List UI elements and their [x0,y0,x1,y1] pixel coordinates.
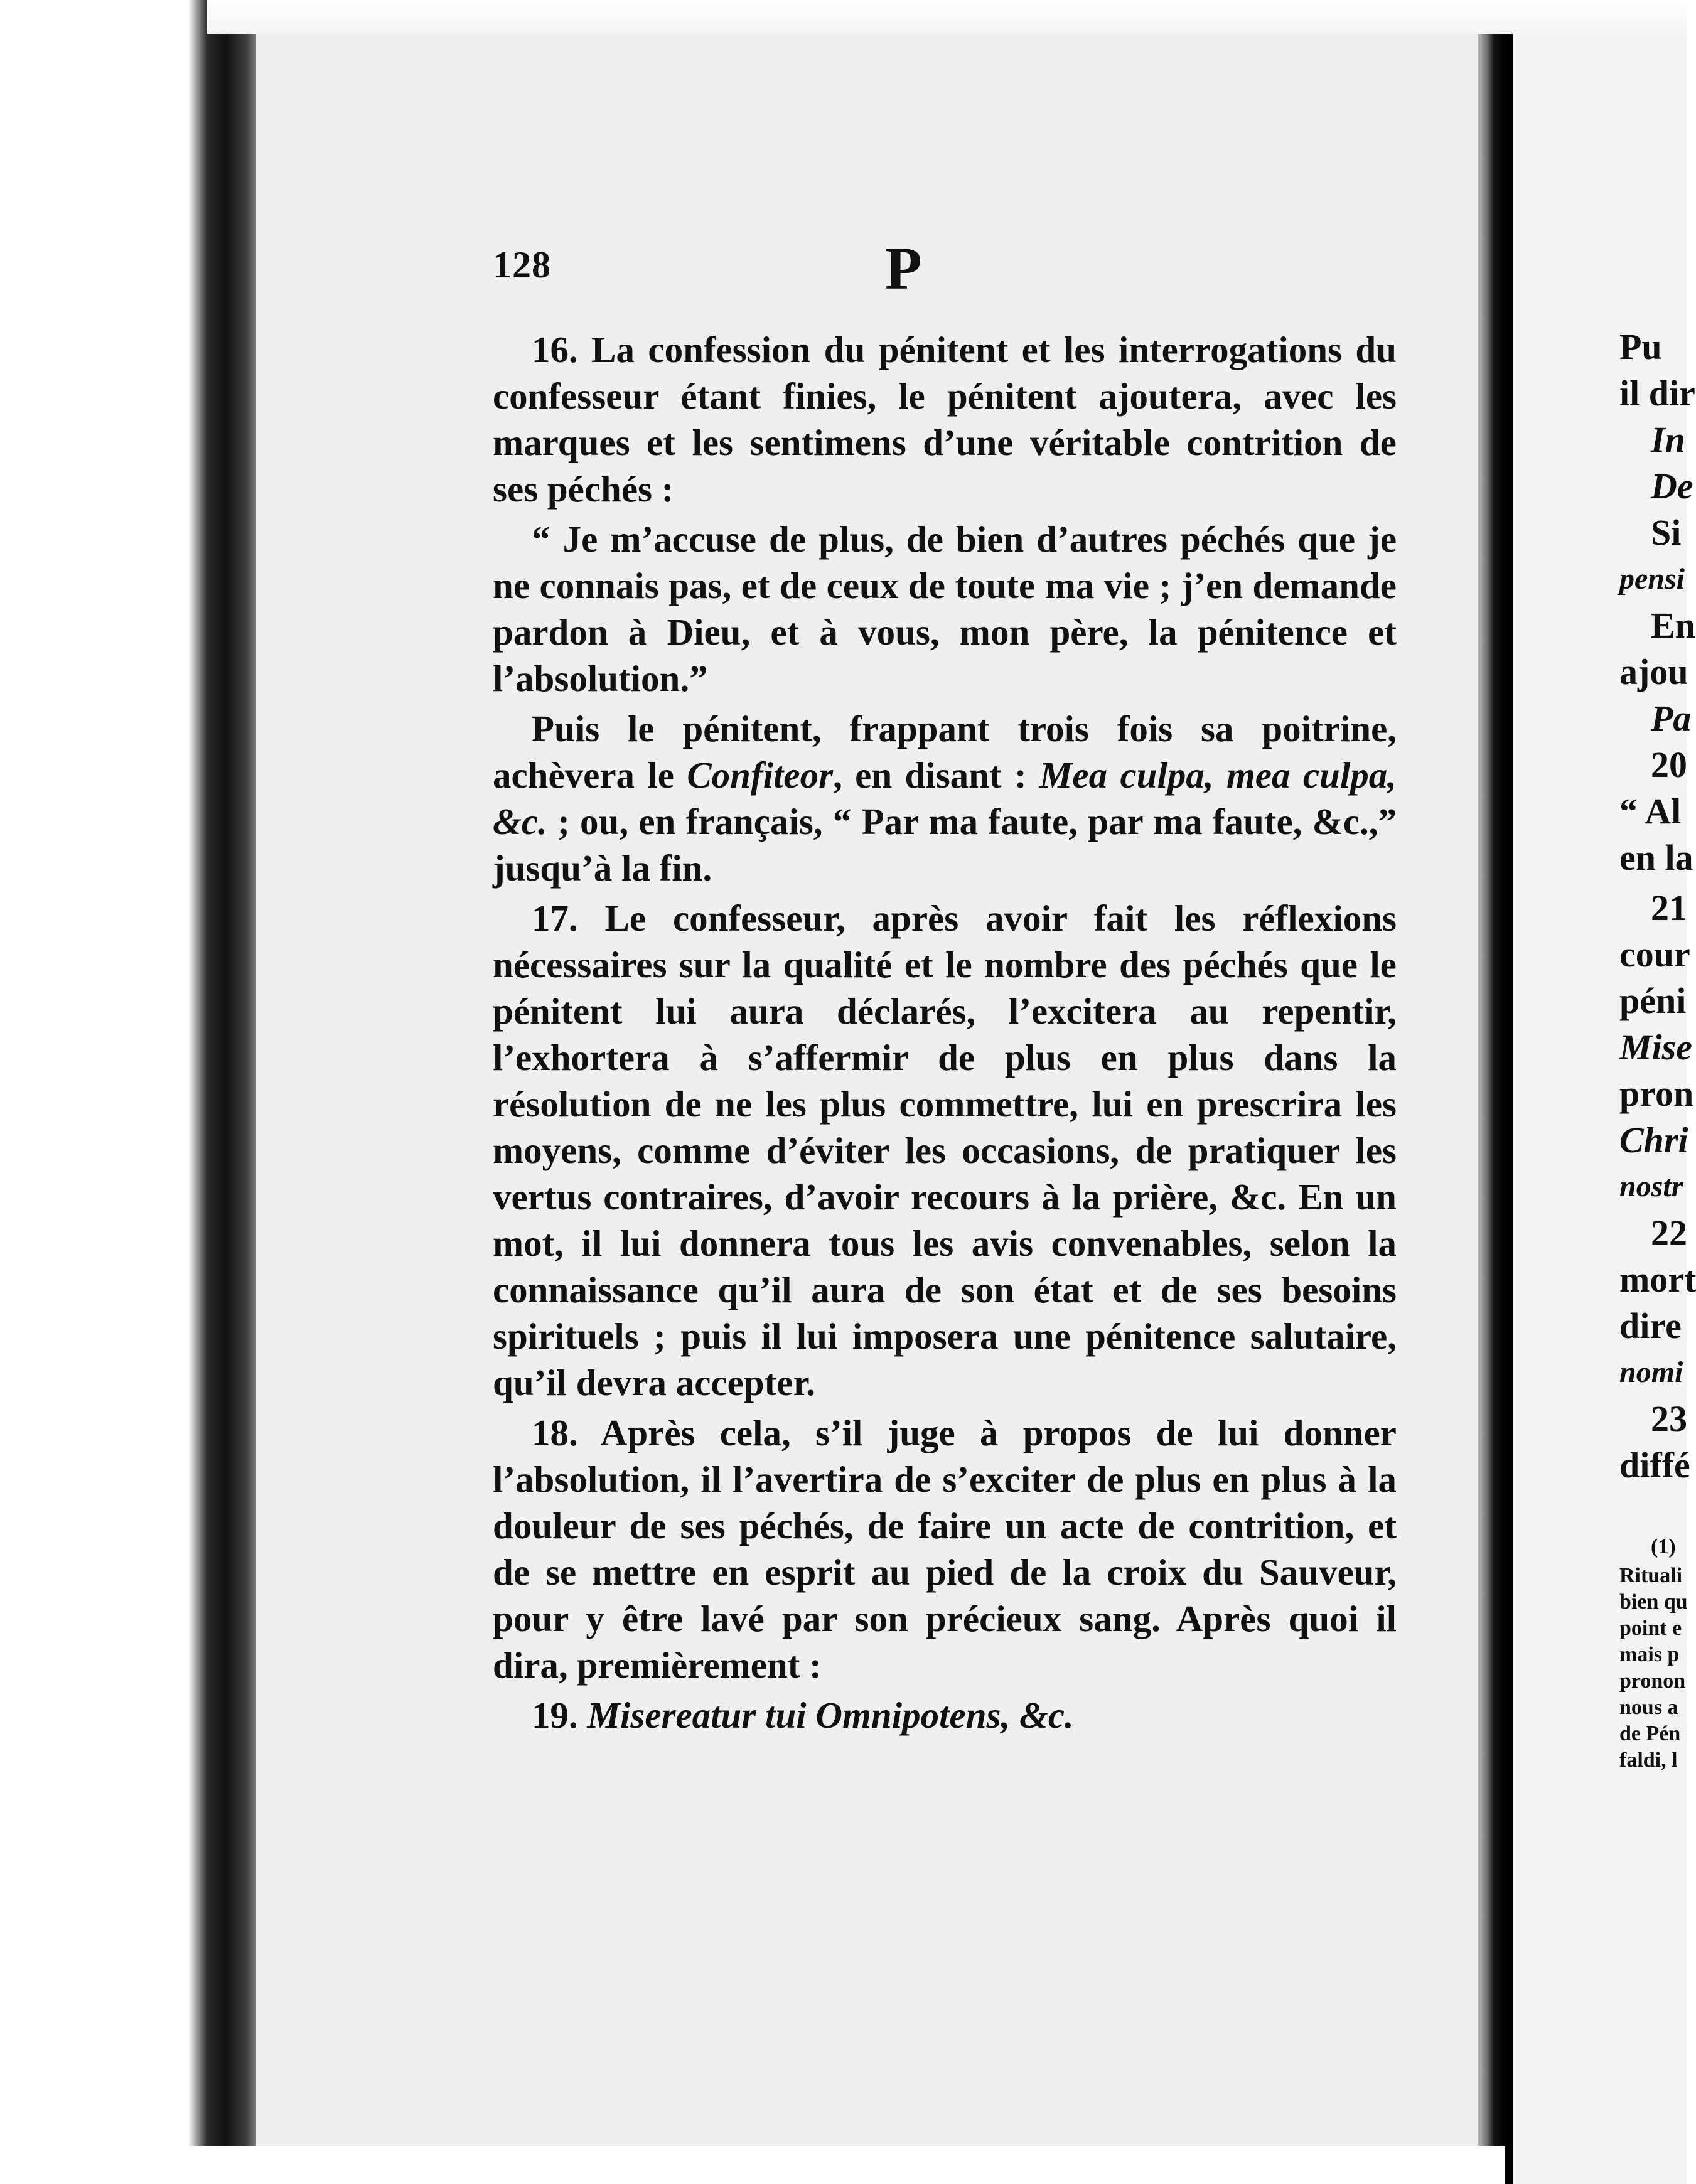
paragraph-quote [493,516,1397,702]
footnote-line: de Pén [1619,1722,1681,1745]
right-page-line: dire [1619,1305,1682,1346]
paragraph-text: Après cela, s’il juge à propos de lui donner l’absolution, il l’avertira de s’exciter de plus en plus à la douleur de ses péchés, de faire un acte de contrition, et de se mettre en esprit au pied de la croix du Sauveur, pour y être lavé par son précieux sang. Après quoi il dira, premièrement : [493,1412,1397,1686]
paragraph-number: 17. [532,897,578,939]
right-page-line: Mise [1619,1027,1692,1068]
footnote-line: mais p [1619,1643,1680,1666]
right-page-line: nomi [1619,1356,1683,1389]
right-page-line: mort [1619,1259,1696,1300]
footnote-line: nous a [1619,1696,1678,1719]
page-bottom-edge [0,2146,1505,2184]
footnote-line: (1) [1651,1535,1676,1558]
footnote-line: point e [1619,1617,1682,1640]
paragraph-17 [493,895,1397,1406]
footnote-line: pronon [1619,1669,1686,1693]
right-page-line: cour [1619,934,1690,975]
page-number: 128 [493,244,551,286]
paragraph-number: 19. [532,1694,578,1736]
right-page-line: en la [1619,837,1693,878]
italic-term: Confiteor [687,754,834,796]
right-page-line: En [1651,605,1695,646]
paragraph-confiteor [493,705,1397,891]
right-page-line: ajou [1619,651,1688,692]
right-page-line: pron [1619,1073,1694,1114]
right-page-line: Si [1651,512,1682,553]
paragraph-18 [493,1410,1397,1688]
paragraph-text: Puis le pénitent, frappant trois fois sa poitrine, achèvera le [493,708,1397,796]
right-page-line: Chri [1619,1120,1688,1160]
running-head: P [885,235,922,302]
italic-term: Mea culpa, mea culpa, &c. [493,754,1397,842]
right-page-line: nostr [1619,1170,1683,1203]
right-page-line: De [1651,466,1693,506]
right-page-line: péni [1619,980,1687,1021]
right-page-line: “ Al [1619,791,1682,832]
right-page-line: Pa [1651,698,1692,739]
paragraph-19 [493,1692,1397,1738]
page-gutter [1478,34,1505,2184]
left-page-body [493,326,1397,1742]
paragraph-text: , en disant : [833,754,1039,796]
paragraph-number: 18. [532,1412,578,1453]
paragraph-text: “ Je m’accuse de plus, de bien d’autres péchés que je ne connais pas, et de ceux de toute ma vie ; j’en demande pardon à Dieu, et à vous, mon père, la pénitence et l’absolution.” [493,518,1397,699]
right-page-fragment [1505,34,1696,2184]
footnote-line: Rituali [1619,1564,1683,1587]
right-page-line: Pu [1619,326,1662,367]
paragraph-16 [493,326,1397,512]
page-top-edge [207,0,1687,34]
paragraph-text: La confession du pénitent et les interrogations du confesseur étant finies, le pénitent ajoutera, avec les marques et les sentimens d’une véritable contrition de ses péchés : [493,329,1397,510]
italic-term: Misereatur tui Omnipotens, &c. [587,1694,1074,1736]
right-page-line: diffé [1619,1445,1690,1485]
paragraph-text: ; ou, en français, “ Par ma faute, par ma faute, &c.,” jusqu’à la fin. [493,801,1397,889]
right-page-line: il dir [1619,373,1695,414]
binding-shadow [0,0,264,2184]
right-page-line: In [1651,419,1685,460]
right-page-line: pensi [1619,562,1685,596]
right-page-line: 20 [1651,744,1687,785]
footnote-line: faldi, l [1619,1748,1678,1772]
paragraph-number: 16. [532,329,578,370]
paragraph-text: Le confesseur, après avoir fait les réflexions nécessaires sur la qualité et le nombre des péchés que le pénitent lui aura déclarés, l’excitera au repentir, l’exhortera à s’affermir de plus en plus dans la résolution de ne les plus commettre, lui en prescrira les moyens, comme d’éviter les occasions, de pratiquer les vertus contraires, d’avoir recours à la prière, &c. En un mot, il lui donnera tous les avis convenables, selon la connaissance qu’il aura de son état et de ses besoins spirituels ; puis il lui imposera une pénitence salutaire, qu’il devra accepter. [493,897,1397,1403]
footnote-line: bien qu [1619,1590,1688,1614]
right-page-line: 23 [1651,1398,1687,1439]
right-page-line: 22 [1651,1212,1687,1253]
right-page-line: 21 [1651,887,1687,928]
